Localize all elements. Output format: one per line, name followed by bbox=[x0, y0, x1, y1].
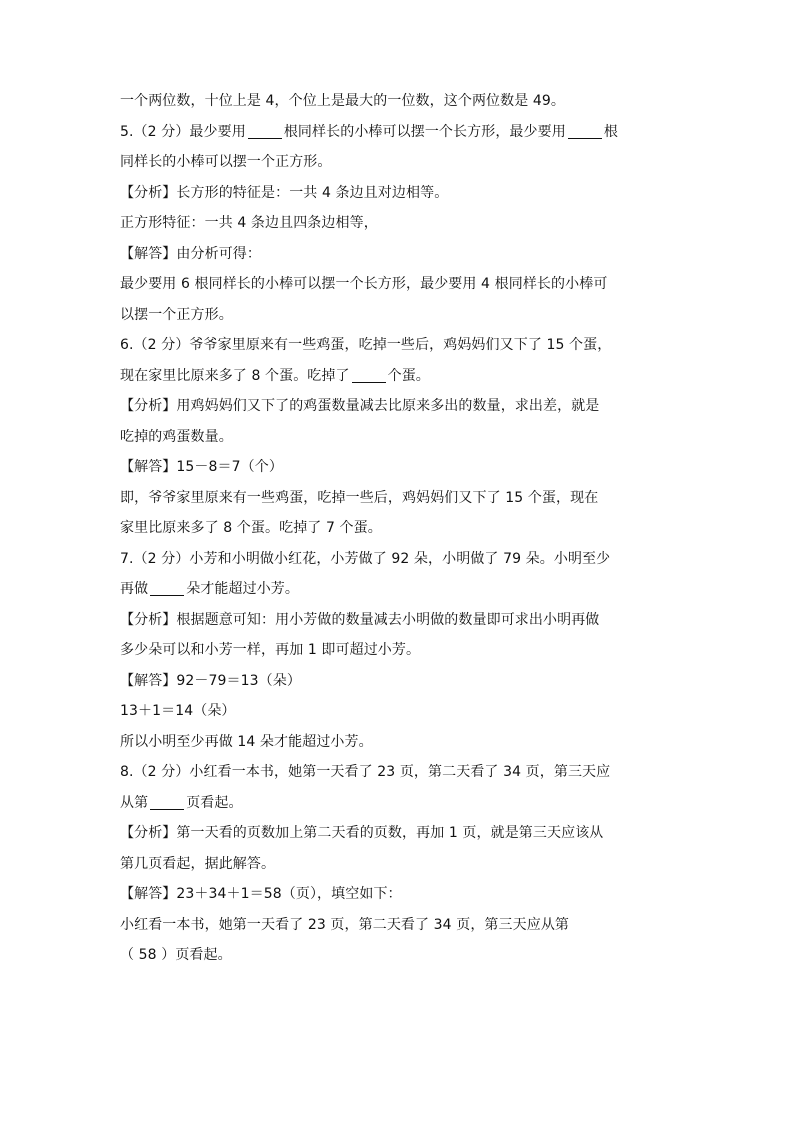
question-7-line-2 bbox=[120, 574, 680, 605]
question-5-line-1 bbox=[120, 117, 680, 148]
text-span: 以摆一个正方形。 bbox=[120, 306, 233, 323]
question-8-line-2 bbox=[120, 788, 680, 819]
text-span: 现在家里比原来多了 8 个蛋。吃掉了 bbox=[120, 367, 350, 384]
text-span: 最少要用 6 根同样长的小棒可以摆一个长方形，最少要用 4 根同样长的小棒可 bbox=[120, 276, 608, 292]
answer-blank bbox=[150, 581, 184, 596]
text-span: 所以小明至少再做 14 朵才能超过小芳。 bbox=[120, 733, 373, 750]
question-6-line-2 bbox=[120, 361, 680, 392]
text-span: （ 58 ）页看起。 bbox=[120, 947, 232, 963]
text-span: 【解答】23＋34＋1＝58（页），填空如下： bbox=[120, 886, 402, 902]
solution-line bbox=[120, 239, 680, 270]
question-7-line-1 bbox=[120, 544, 680, 575]
text-line bbox=[120, 300, 680, 331]
analysis-line bbox=[120, 391, 680, 422]
text-span: 即，爷爷家里原来有一些鸡蛋，吃掉一些后，鸡妈妈们又下了 15 个蛋，现在 bbox=[120, 489, 599, 506]
text-line bbox=[120, 483, 680, 514]
text-line bbox=[120, 940, 680, 971]
question-5-line-2 bbox=[120, 147, 680, 178]
text-span: 根 bbox=[603, 123, 618, 140]
text-span: 7.（2 分）小芳和小明做小红花，小芳做了 92 朵，小明做了 79 朵。小明至少 bbox=[120, 550, 611, 567]
answer-blank bbox=[150, 795, 184, 810]
text-span: 【解答】15－8＝7（个） bbox=[120, 459, 283, 475]
text-line bbox=[120, 208, 680, 239]
text-span: 家里比原来多了 8 个蛋。吃掉了 7 个蛋。 bbox=[120, 520, 382, 536]
text-span: 一个两位数，十位上是 4，个位上是最大的一位数，这个两位数是 49。 bbox=[120, 93, 566, 109]
text-line bbox=[120, 86, 680, 117]
analysis-line bbox=[120, 605, 680, 636]
text-span: 同样长的小棒可以摆一个正方形。 bbox=[120, 154, 332, 170]
text-line bbox=[120, 422, 680, 453]
text-span: 小红看一本书，她第一天看了 23 页，第二天看了 34 页，第三天应从第 bbox=[120, 916, 570, 933]
text-line bbox=[120, 635, 680, 666]
text-span: 再做 bbox=[120, 581, 149, 597]
text-span: 从第 bbox=[120, 794, 149, 811]
text-line bbox=[120, 269, 680, 300]
text-span: 6.（2 分）爷爷家里原来有一些鸡蛋，吃掉一些后，鸡妈妈们又下了 15 个蛋， bbox=[120, 337, 612, 353]
answer-blank bbox=[568, 124, 602, 139]
solution-line bbox=[120, 879, 680, 910]
question-6-line-1 bbox=[120, 330, 680, 361]
text-line bbox=[120, 727, 680, 758]
text-span: 8.（2 分）小红看一本书，她第一天看了 23 页，第二天看了 34 页，第三天应 bbox=[120, 764, 611, 780]
text-span: 吃掉的鸡蛋数量。 bbox=[120, 428, 233, 445]
analysis-line bbox=[120, 178, 680, 209]
analysis-line bbox=[120, 818, 680, 849]
text-span: 【分析】用鸡妈妈们又下了的鸡蛋数量减去比原来多出的数量，求出差，就是 bbox=[120, 398, 600, 414]
text-line bbox=[120, 849, 680, 880]
text-line bbox=[120, 513, 680, 544]
text-span: 【解答】由分析可得： bbox=[120, 245, 261, 262]
text-span: 根同样长的小棒可以摆一个长方形，最少要用 bbox=[283, 123, 566, 140]
answer-blank bbox=[352, 368, 386, 383]
text-line bbox=[120, 696, 680, 727]
answer-blank bbox=[248, 124, 282, 139]
text-span: 【解答】92－79＝13（朵） bbox=[120, 672, 301, 689]
document-page bbox=[120, 86, 680, 971]
solution-line bbox=[120, 666, 680, 697]
solution-line bbox=[120, 452, 680, 483]
text-span: 多少朵可以和小芳一样，再加 1 即可超过小芳。 bbox=[120, 642, 421, 658]
text-span: 【分析】长方形的特征是：一共 4 条边且对边相等。 bbox=[120, 184, 449, 201]
text-line bbox=[120, 910, 680, 941]
text-span: 个蛋。 bbox=[387, 367, 430, 384]
text-span: 【分析】根据题意可知：用小芳做的数量减去小明做的数量即可求出小明再做 bbox=[120, 611, 600, 628]
text-span: 页看起。 bbox=[186, 794, 243, 811]
text-span: 第几页看起，据此解答。 bbox=[120, 855, 276, 872]
text-span: 【分析】第一天看的页数加上第二天看的页数，再加 1 页，就是第三天应该从 bbox=[120, 825, 604, 841]
text-span: 正方形特征：一共 4 条边且四条边相等， bbox=[120, 215, 378, 231]
question-8-line-1 bbox=[120, 757, 680, 788]
text-span: 5.（2 分）最少要用 bbox=[120, 123, 246, 140]
text-span: 朵才能超过小芳。 bbox=[186, 581, 300, 597]
text-span: 13＋1＝14（朵） bbox=[120, 703, 236, 719]
